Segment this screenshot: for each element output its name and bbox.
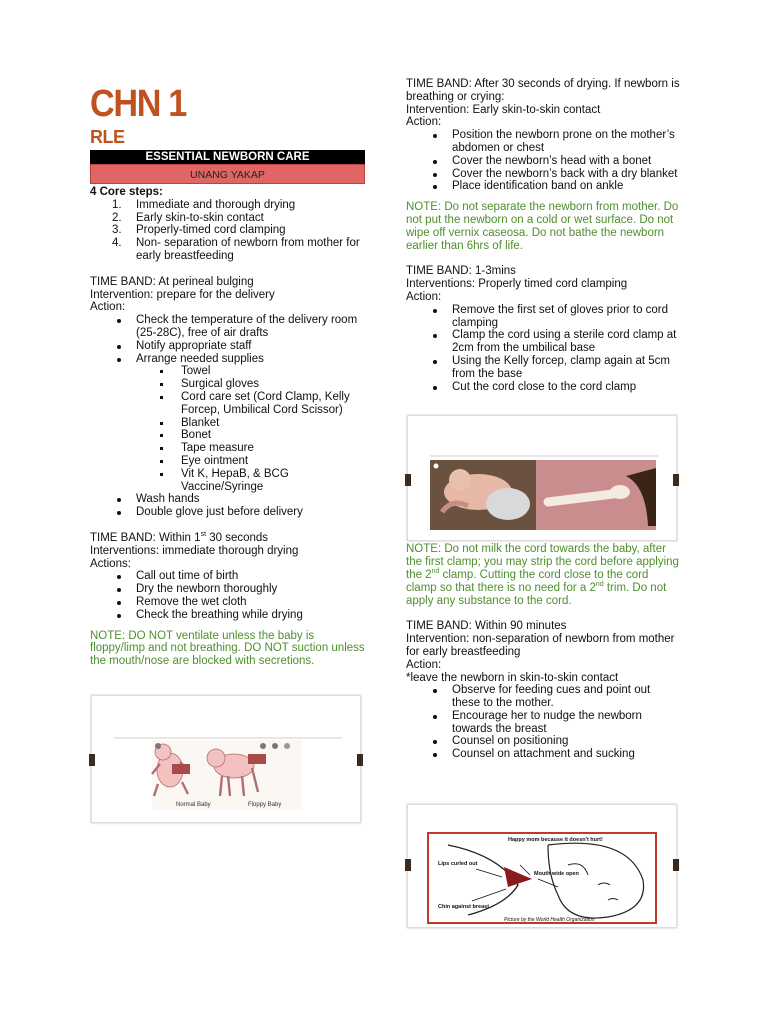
band3-note: NOTE: Do not separate the newborn from mother. Do not put the newborn on a cold or wet surface. Do not wipe off vernix caseosa. Do not bathe the newborn earlier than 6hrs of life. (406, 201, 679, 252)
band4-time: TIME BAND: 1-3mins (406, 265, 516, 278)
band2-note: NOTE: DO NOT ventilate unless the baby is floppy/limp and not breathing. DO NOT suction unless the mouth/nose are blocked with secretions. (90, 629, 365, 668)
band2-action: Actions: (90, 557, 131, 570)
label-happy-mom: Happy mom because it doesn't hurt! (508, 837, 603, 843)
list-item: Observe for feeding cues and point out these to the mother. (406, 684, 680, 710)
list-item: Wash hands (90, 493, 365, 506)
list-item: Notify appropriate staff (90, 340, 365, 353)
list-item: Position the newborn prone on the mother’s abdomen or chest (406, 129, 680, 155)
frame-handle-left (405, 859, 411, 871)
page-subtitle: RLE (90, 127, 125, 147)
list-item: Remove the first set of gloves prior to cord clamping (406, 304, 680, 330)
frame-handle-right (673, 474, 679, 486)
section-title-bar: ESSENTIAL NEWBORN CARE (90, 150, 365, 164)
list-item: Counsel on positioning (406, 735, 680, 748)
baby-illustration (92, 696, 362, 824)
list-item: Dry the newborn thoroughly (90, 583, 365, 596)
band5-action: Action: (406, 658, 442, 671)
list-item: Tape measure (90, 442, 365, 455)
cord-clamp-photos (408, 416, 678, 542)
band1-actions-list-2 (90, 493, 365, 519)
band5-time: TIME BAND: Within 90 minutes (406, 620, 567, 633)
list-item: Double glove just before delivery (90, 506, 365, 519)
list-item: Cover the newborn’s head with a bonet (406, 155, 680, 168)
page-title: CHN 1 (90, 83, 186, 125)
list-item: Surgical gloves (90, 378, 365, 391)
list-item: Encourage her to nudge the newborn towards the breast (406, 710, 680, 736)
list-item: Using the Kelly forcep, clamp again at 5cm from the base (406, 355, 680, 381)
band5-lead: *leave the newborn in skin-to-skin contact (406, 671, 619, 684)
list-item: 3. Properly-timed cord clamping (112, 224, 286, 237)
list-item: Remove the wet cloth (90, 596, 365, 609)
band4-intervention: Interventions: Properly timed cord clamping (406, 278, 628, 291)
list-item: Cover the newborn’s back with a dry blanket (406, 168, 680, 181)
label-credit: Picture by the World Health Organization (504, 917, 595, 923)
band3-action: Action: (406, 116, 442, 129)
list-item: Cut the cord close to the cord clamp (406, 381, 680, 394)
label-mouth-wide: Mouth wide open (534, 871, 579, 877)
list-item: Clamp the cord using a sterile cord clamp at 2cm from the umbilical base (406, 329, 680, 355)
figure-normal-vs-floppy-baby (91, 695, 361, 823)
list-item: 1. Immediate and thorough drying (112, 198, 296, 211)
label-normal-baby: Normal Baby (176, 802, 211, 808)
band3-time: TIME BAND: After 30 seconds of drying. If newborn is breathing or crying: (406, 78, 680, 103)
band5-actions-list (406, 684, 680, 761)
frame-handle-right (357, 754, 363, 766)
label-chin: Chin against breast (438, 904, 490, 910)
band1-time: TIME BAND: At perineal bulging (90, 275, 254, 288)
band3-actions-list (406, 129, 680, 193)
list-item: 4. Non- separation of newborn from mother for early breastfeeding (112, 237, 360, 262)
label-lips-curled: Lips curled out (438, 861, 478, 867)
band5-intervention: Intervention: non-separation of newborn from mother for early breastfeeding (406, 633, 675, 658)
core-steps-list (90, 199, 365, 263)
list-item: Counsel on attachment and sucking (406, 748, 680, 761)
list-item: 2. Early skin-to-skin contact (112, 211, 264, 224)
frame-handle-left (89, 754, 95, 766)
band4-note: NOTE: Do not milk the cord towards the baby, after the first clamp; you may strip the cord before applying the 2nd clamp. Cutting the cord close to the cord clamp so that there is no need for a 2nd trim. Do not apply any substance to the cord. (406, 543, 679, 607)
core-steps-heading: 4 Core steps: (90, 186, 163, 198)
figure-breastfeeding-attachment (407, 804, 677, 928)
band2-time: TIME BAND: Within 1st 30 seconds (90, 531, 269, 544)
band3-intervention: Intervention: Early skin-to-skin contact (406, 103, 601, 116)
label-floppy-baby: Floppy Baby (248, 802, 282, 808)
list-item: Check the breathing while drying (90, 609, 365, 622)
band2-actions-list (90, 570, 365, 621)
band1-actions-list (90, 314, 365, 365)
band2-intervention: Interventions: immediate thorough drying (90, 544, 299, 557)
list-item: Cord care set (Cord Clamp, Kelly Forcep, Umbilical Cord Scissor) (90, 391, 365, 417)
band4-action: Action: (406, 290, 442, 303)
left-column (90, 84, 365, 668)
supplies-list (90, 365, 365, 493)
list-item: Place identification band on ankle (406, 180, 680, 193)
list-item: Blanket (90, 417, 365, 430)
list-item: Eye ointment (90, 455, 365, 468)
band1-action: Action: (90, 301, 126, 314)
attachment-illustration (408, 805, 678, 929)
list-item: Towel (90, 365, 365, 378)
list-item: Arrange needed supplies (90, 353, 365, 366)
band4-actions-list (406, 304, 680, 394)
figure-cord-clamping-photos (407, 415, 677, 541)
band1-intervention: Intervention: prepare for the delivery (90, 288, 275, 301)
frame-handle-right (673, 859, 679, 871)
list-item: Call out time of birth (90, 570, 365, 583)
list-item: Check the temperature of the delivery room (25-28C), free of air drafts (90, 314, 365, 340)
section-sub-bar: UNANG YAKAP (90, 164, 365, 184)
list-item: Bonet (90, 429, 365, 442)
list-item: Vit K, HepaB, & BCG Vaccine/Syringe (90, 468, 365, 494)
frame-handle-left (405, 474, 411, 486)
